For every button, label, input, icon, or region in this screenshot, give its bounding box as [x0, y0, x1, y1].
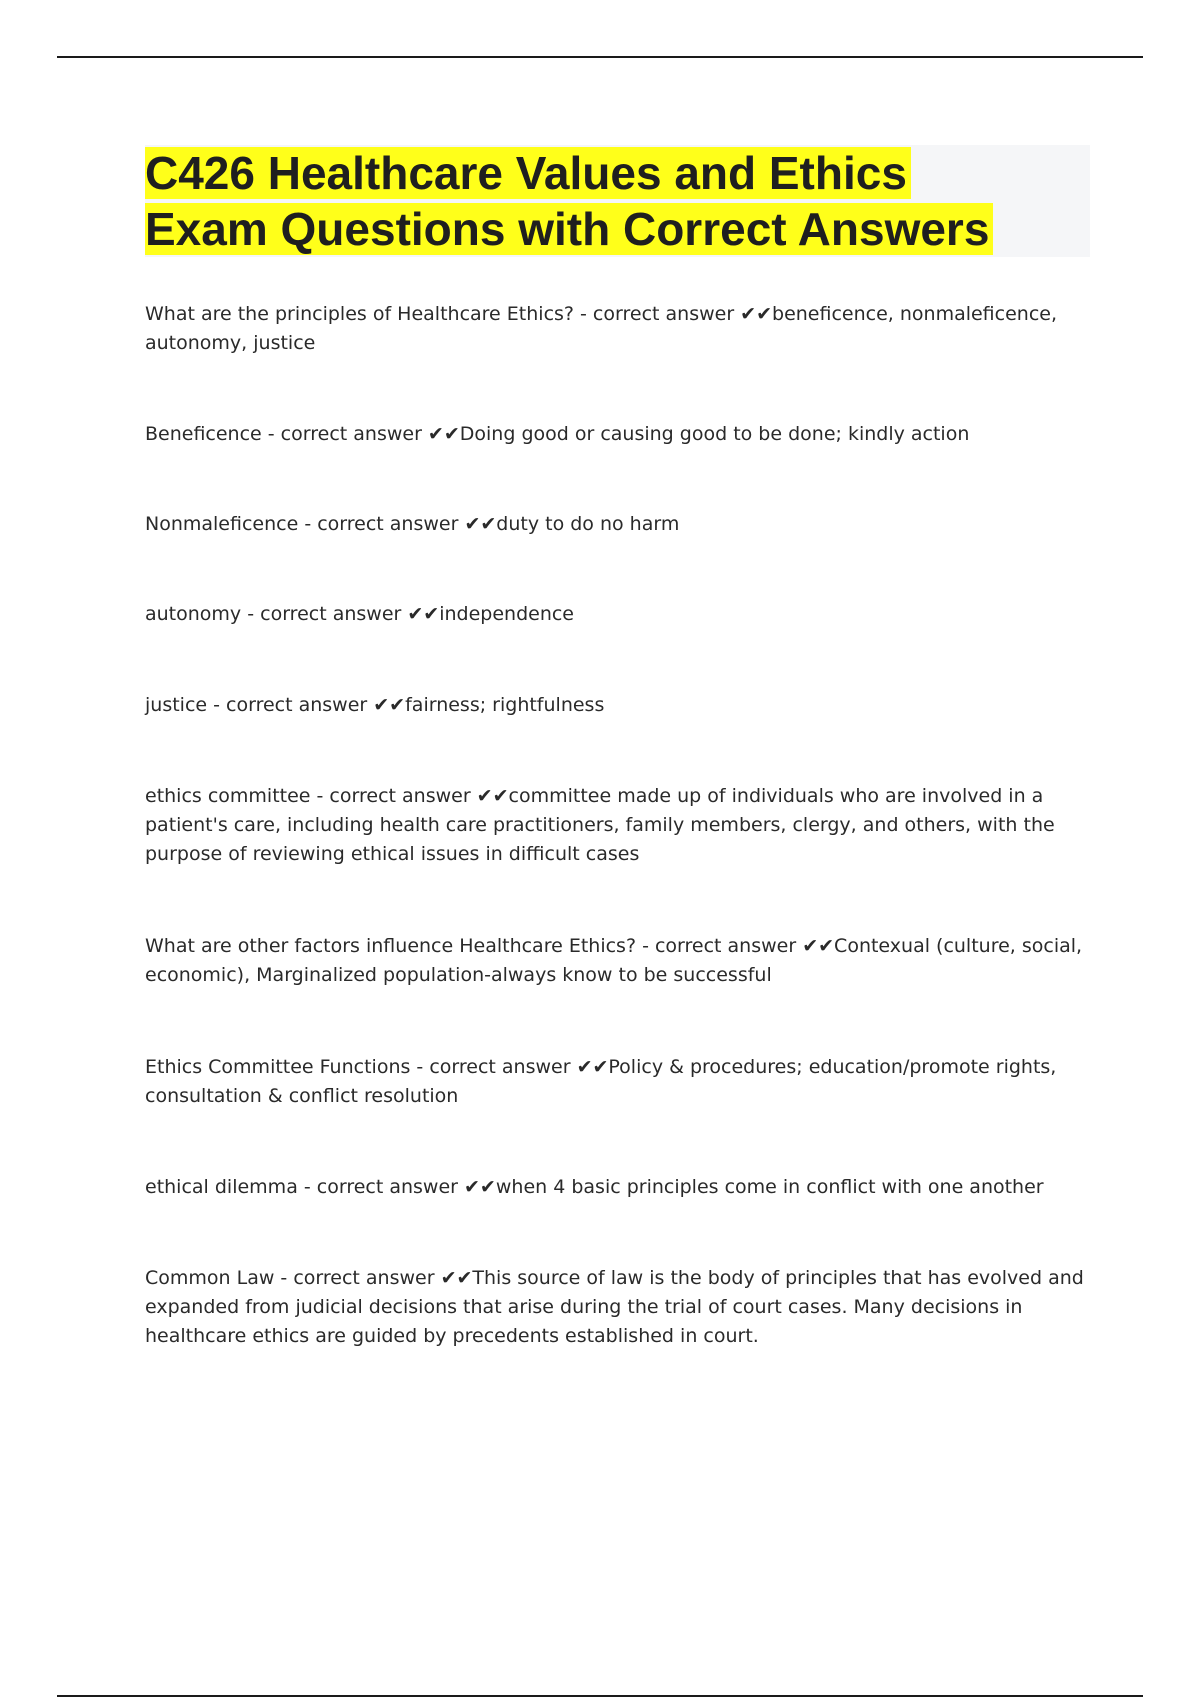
qa-term: What are the principles of Healthcare Ethics?	[145, 303, 574, 325]
check-marks-icon: ✔✔	[440, 1267, 473, 1289]
qa-item	[145, 300, 1090, 358]
qa-item	[145, 1264, 1090, 1351]
qa-item	[145, 510, 1090, 539]
qa-item	[145, 420, 1090, 449]
qa-answer: duty to do no harm	[496, 513, 680, 535]
qa-separator: - correct answer	[261, 423, 428, 445]
qa-separator: - correct answer	[310, 785, 477, 807]
document-title	[145, 145, 1090, 257]
check-marks-icon: ✔✔	[373, 694, 406, 716]
qa-answer: fairness; rightfulness	[405, 694, 605, 716]
qa-item	[145, 1173, 1090, 1202]
qa-term: justice	[145, 694, 208, 716]
check-marks-icon: ✔✔	[576, 1056, 609, 1078]
qa-answer: beneficence, nonmaleficence, autonomy, justice	[145, 303, 1058, 354]
check-marks-icon: ✔✔	[464, 513, 497, 535]
qa-separator: - correct answer	[574, 303, 741, 325]
qa-separator: - correct answer	[636, 935, 803, 957]
qa-item	[145, 782, 1090, 869]
qa-separator: - correct answer	[274, 1267, 441, 1289]
check-marks-icon: ✔✔	[802, 935, 835, 957]
check-marks-icon: ✔✔	[740, 303, 773, 325]
document-title-line-1: C426 Healthcare Values and Ethics	[145, 147, 911, 199]
document-title-block	[145, 145, 1090, 257]
qa-separator: - correct answer	[241, 603, 408, 625]
qa-term: Ethics Committee Functions	[145, 1056, 411, 1078]
qa-item	[145, 1053, 1090, 1111]
check-marks-icon: ✔✔	[427, 423, 460, 445]
qa-answer: independence	[439, 603, 574, 625]
qa-term: What are other factors influence Healthcare Ethics?	[145, 935, 637, 957]
bottom-divider	[57, 1695, 1143, 1697]
qa-answer: when 4 basic principles come in conflict with one another	[495, 1176, 1044, 1198]
qa-term: Common Law	[145, 1267, 275, 1289]
document-title-line-2: Exam Questions with Correct Answers	[145, 203, 993, 255]
qa-term: Nonmaleficence	[145, 513, 299, 535]
qa-item	[145, 932, 1090, 990]
qa-term: autonomy	[145, 603, 242, 625]
check-marks-icon: ✔✔	[407, 603, 440, 625]
qa-term: Beneficence	[145, 423, 262, 445]
qa-term: ethical dilemma	[145, 1176, 298, 1198]
qa-answer: Contexual (culture, social, economic), Marginalized population-always know to be successful	[145, 935, 1083, 986]
qa-item	[145, 691, 1090, 720]
qa-separator: - correct answer	[410, 1056, 577, 1078]
check-marks-icon: ✔✔	[476, 785, 509, 807]
qa-separator: - correct answer	[297, 1176, 465, 1198]
qa-answer: This source of law is the body of principles that has evolved and expanded from judicial decisions that arise during the trial of court cases. Many decisions in healthcare ethics are guided by precedents established in court.	[145, 1267, 1084, 1347]
qa-answer: committee made up of individuals who are involved in a patient's care, including health care practitioners, family members, clergy, and others, with the purpose of reviewing ethical issues in difficult cases	[145, 785, 1055, 865]
qa-term: ethics committee	[145, 785, 311, 807]
qa-answer: Doing good or causing good to be done; kindly action	[459, 423, 970, 445]
check-marks-icon: ✔✔	[464, 1176, 496, 1198]
top-divider	[57, 56, 1143, 58]
qa-item	[145, 600, 1090, 629]
qa-answer: Policy & procedures; education/promote rights, consultation & conflict resolution	[145, 1056, 1057, 1107]
qa-separator: - correct answer	[298, 513, 465, 535]
qa-separator: - correct answer	[207, 694, 374, 716]
